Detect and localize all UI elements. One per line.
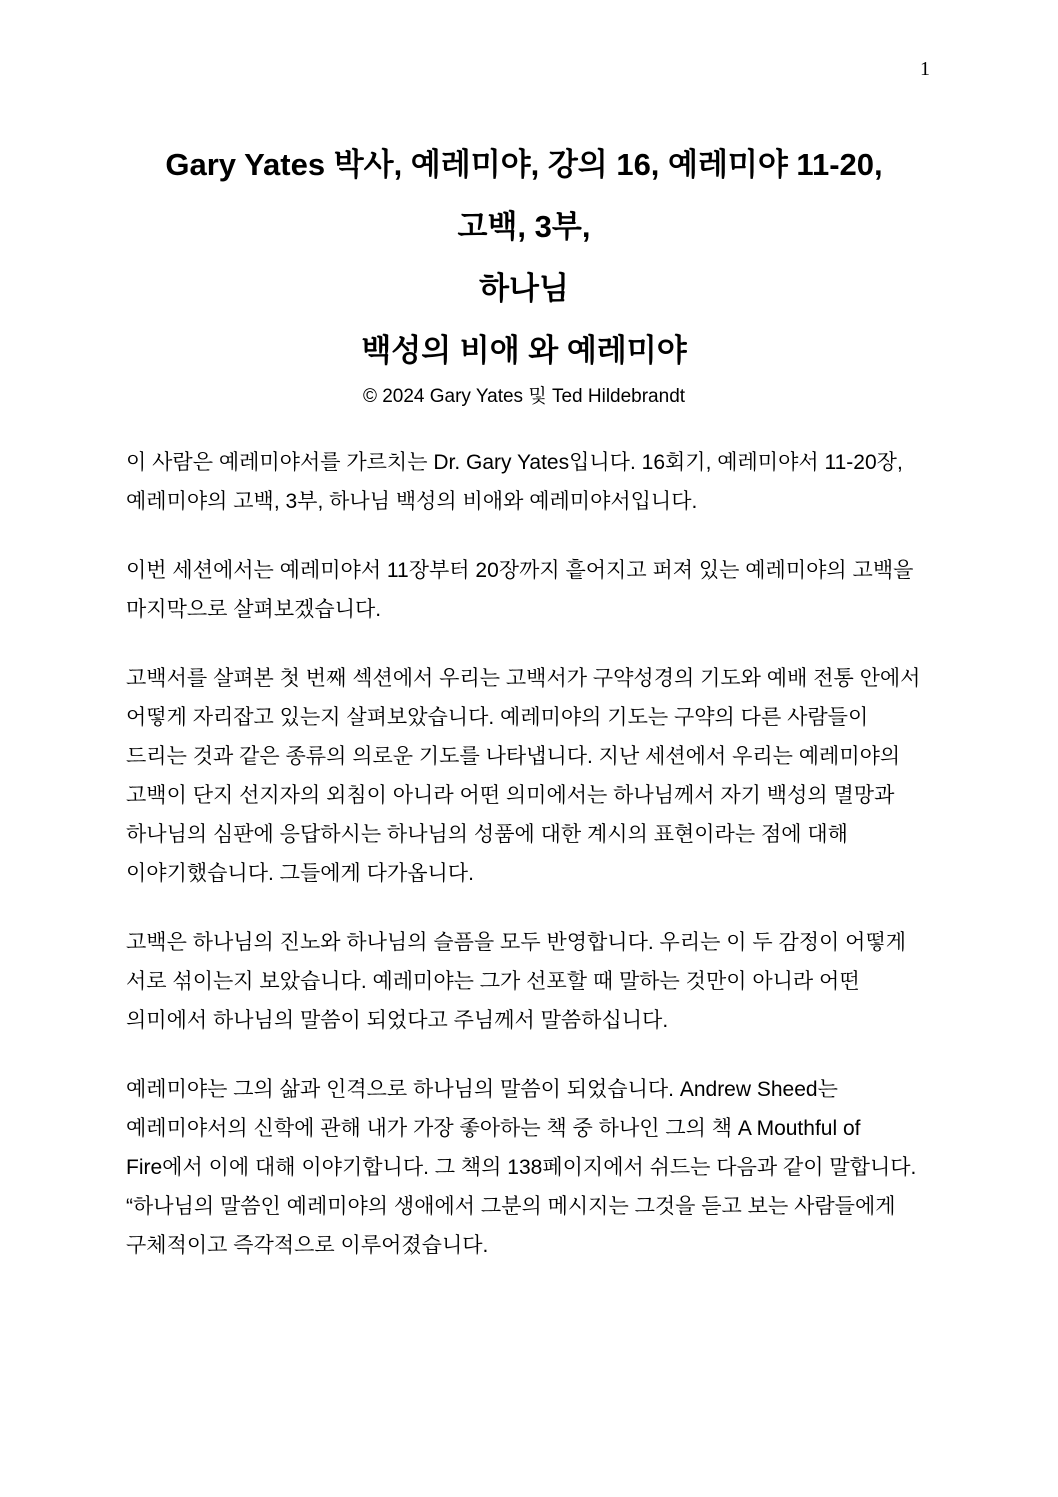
body-paragraph-3: 고백서를 살펴본 첫 번째 섹션에서 우리는 고백서가 구약성경의 기도와 예배 전통 안에서 어떻게 자리잡고 있는지 살펴보았습니다. 예레미야의 기도는 구약의 다른 사람들이 드리는 것과 같은 종류의 의로운 기도를 나타냅니다. 지난 세션에서 우리는 예레미야의 고백이 단지 선지자의 외침이 아니라 어떤 의미에서는 하나님께서 자기 백성의 멸망과 하나님의 심판에 응답하시는 하나님의 성품에 대한 계시의 표현이라는 점에 대해 이야기했습니다. 그들에게 다가옵니다. xyxy=(126,667,921,885)
body-paragraph-2: 이번 세션에서는 예레미야서 11장부터 20장까지 흩어지고 퍼져 있는 예레미야의 고백을 마지막으로 살펴보겠습니다. xyxy=(126,559,914,621)
title-line-2: 고백, 3부, xyxy=(457,209,591,244)
body-paragraph-5: 예레미야는 그의 삶과 인격으로 하나님의 말씀이 되었습니다. Andrew Sheed는 예레미야서의 신학에 관해 내가 가장 좋아하는 책 중 하나인 그의 책 A Mouthful of Fire에서 이에 대해 이야기합니다. 그 책의 138페이지에서 쉬드는 다음과 같이 말합니다. “하나님의 말씀인 예레미야의 생애에서 그분의 메시지는 그것을 듣고 보는 사람들에게 구체적이고 즉각적으로 이루어졌습니다. xyxy=(126,1078,917,1257)
title-line-4: 백성의 비애 와 예레미야 xyxy=(361,333,687,368)
page-number: 1 xyxy=(920,58,930,80)
document-title xyxy=(126,134,922,382)
title-line-3: 하나님 xyxy=(479,271,569,306)
title-line-1: Gary Yates 박사, 예레미야, 강의 16, 예레미야 11-20, xyxy=(165,147,883,182)
copyright-line: © 2024 Gary Yates 및 Ted Hildebrandt xyxy=(362,386,686,407)
body-paragraph-4: 고백은 하나님의 진노와 하나님의 슬픔을 모두 반영합니다. 우리는 이 두 감정이 어떻게 서로 섞이는지 보았습니다. 예레미야는 그가 선포할 때 말하는 것만이 아니라 어떤 의미에서 하나님의 말씀이 되었다고 주님께서 말씀하십니다. xyxy=(126,931,907,1032)
body-paragraph-1: 이 사람은 예레미야서를 가르치는 Dr. Gary Yates입니다. 16회기, 예레미야서 11-20장, 예레미야의 고백, 3부, 하나님 백성의 비애와 예레미야서입니다. xyxy=(126,451,903,513)
